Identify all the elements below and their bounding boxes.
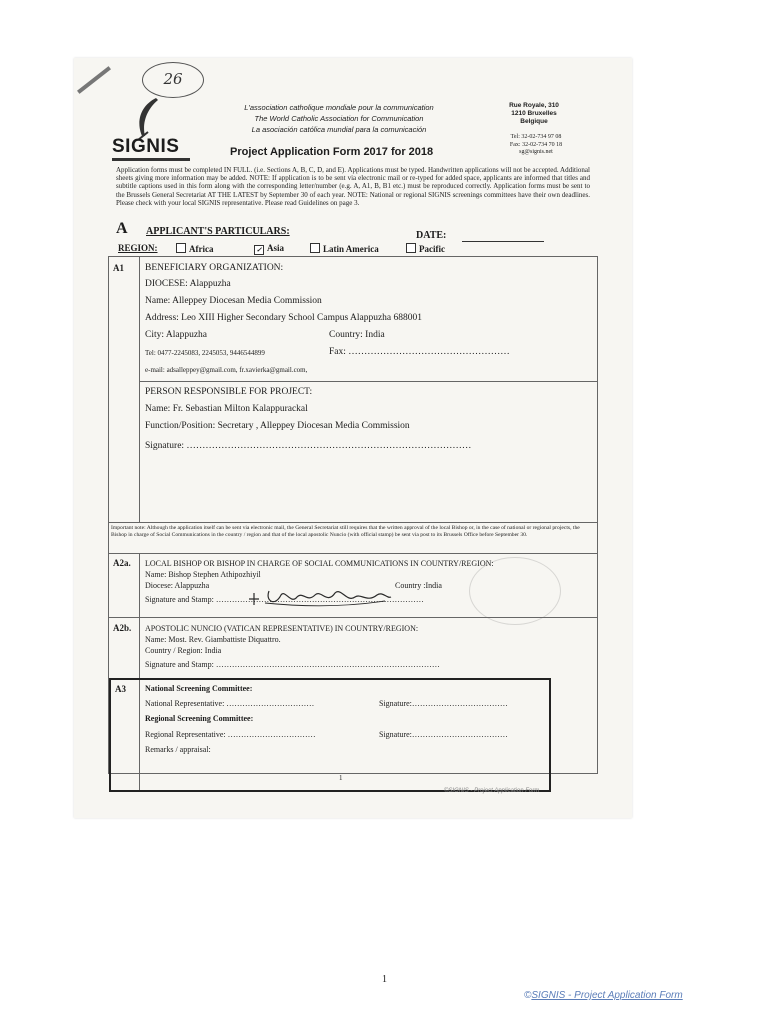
a1-function: Function/Position: Secretary , Alleppey Diocesan Media Commission — [145, 421, 410, 431]
a1-address: Address: Leo XIII Higher Secondary School Campus Alappuzha 688001 — [145, 313, 423, 323]
handwritten-signature — [245, 587, 393, 609]
a1-fax: Fax: …………………………………………… — [329, 347, 510, 357]
column-divider — [139, 680, 140, 790]
a1-email: e-mail: adsalleppey@gmail.com, fr.xavierka@gmail.com, — [145, 366, 308, 374]
section-letter: A — [116, 220, 128, 237]
signis-logo — [112, 96, 192, 160]
date-label: DATE: — [416, 230, 447, 241]
a3-national-heading: National Screening Committee: — [145, 684, 253, 693]
a2a-heading: LOCAL BISHOP OR BISHOP IN CHARGE OF SOCIAL COMMUNICATIONS IN COUNTRY/REGION: — [145, 559, 494, 568]
contact-fax: Fax: 32-02-734 70 18 — [509, 141, 563, 148]
a1-signature: Signature: ……………………………………………………………………………… — [145, 441, 472, 451]
logo-bar — [112, 158, 190, 161]
address-block — [484, 102, 584, 126]
a3-regional-heading: Regional Screening Committee: — [145, 714, 254, 723]
org-names — [224, 102, 454, 135]
a1-person-heading: PERSON RESPONSIBLE FOR PROJECT: — [145, 387, 313, 397]
a2a-signature: Signature and Stamp: …………………………………………………………………… — [145, 595, 424, 604]
contact-email: sg@signis.net — [519, 149, 553, 155]
a2a-name: Name: Bishop Stephen Athipozhiyil — [145, 570, 261, 579]
a2b-signature: Signature and Stamp: ………………………………………………………………………… — [145, 660, 440, 669]
a3-box — [109, 678, 551, 792]
a1-country: Country: India — [329, 330, 385, 340]
label-a3: A3 — [115, 684, 126, 694]
label-a2b: A2b. — [113, 623, 132, 633]
address-line: Belgique — [520, 118, 548, 125]
region-africa: Africa — [176, 243, 214, 254]
a1-heading: BENEFICIARY ORGANIZATION: — [145, 263, 284, 273]
page-number: 1 — [382, 974, 387, 985]
org-name-en: The World Catholic Association for Communication — [254, 114, 424, 123]
copyright-symbol: © — [524, 990, 532, 1001]
a2a-country: Country :India — [395, 581, 442, 590]
a1-tel: Tel: 0477-2245083, 2245053, 9446544899 — [145, 349, 265, 357]
date-line — [462, 241, 544, 242]
address-line: 1210 Bruxelles — [511, 110, 557, 117]
a3-national-signature: Signature:……………………………… — [379, 699, 508, 708]
section-title: APPLICANT'S PARTICULARS: — [146, 226, 290, 237]
intro-instructions: Application forms must be completed IN FULL. (i.e. Sections A, B, C, D, and E). Applications must be typed. Handwritten applications will not be accepted. Additional sheets giving more information may be added. NOTE: If application is to be sent via electronic mail or re-typed for added space, applicants are informed that titles and subtitle captions used in this form along with the corresponding letter/number (e.g. A, A1, B, B1 etc.) must be reproduced correctly. Application forms must be sent to the Brussels General Secretariat AT THE LATEST by September 30 of each year. NOTE: National or regional SIGNIS screenings committees have their own deadlines. Please check with your local SIGNIS representative. Please read Guidelines on page 3. — [116, 166, 590, 207]
a2b-heading: APOSTOLIC NUNCIO (VATICAN REPRESENTATIVE) IN COUNTRY/REGION: — [145, 624, 419, 633]
org-name-fr: L'association catholique mondiale pour la communication — [244, 103, 434, 112]
org-name-es: La asociación católica mundial para la comunicación — [251, 125, 427, 134]
column-divider — [139, 257, 140, 522]
a3-remarks: Remarks / appraisal: — [145, 745, 211, 754]
contact-tel: Tel: 32-02-734 97 08 — [510, 134, 562, 140]
region-label: REGION: — [118, 243, 158, 253]
row-divider — [109, 522, 597, 523]
checkbox-asia-checked: ✓ — [254, 245, 264, 255]
a3-regional-rep: Regional Representative: …………………………… — [145, 730, 316, 739]
checkbox-pacific — [406, 243, 416, 253]
page-footer — [524, 990, 683, 1001]
a2b-country: Country / Region: India — [145, 646, 222, 655]
region-pacific: Pacific — [406, 243, 445, 254]
region-latin-america: Latin America — [310, 243, 379, 254]
scanned-page — [74, 58, 632, 818]
row-divider — [109, 553, 597, 554]
a3-national-rep: National Representative: …………………………… — [145, 699, 315, 708]
a1-person-name: Name: Fr. Sebastian Milton Kalappurackal — [145, 404, 308, 414]
address-line: Rue Royale, 310 — [509, 102, 559, 109]
row-divider — [139, 381, 597, 382]
important-note: Important note: Although the application itself can be sent via electronic mail, the General Secretariat still requires that the written approval of the local Bishop or, in the case of national or regional projects, the Bishop in charge of Social Communications in the country / region and that of the local apostolic Nuncio (with official stamp) be sent via post to its Brussels Office before September 30. — [111, 525, 580, 538]
checkbox-latin-america — [310, 243, 320, 253]
form-title: Project Application Form 2017 for 2018 — [230, 146, 434, 158]
scan-page-number: 1 — [339, 774, 343, 782]
a1-city: City: Alappuzha — [145, 330, 208, 340]
label-a1: A1 — [113, 263, 124, 273]
a3-regional-signature: Signature:……………………………… — [379, 730, 508, 739]
pen-mark — [77, 66, 111, 94]
form-table — [108, 256, 598, 774]
logo-text: SIGNIS — [112, 136, 180, 157]
faint-seal-stamp — [469, 557, 561, 625]
row-divider — [109, 617, 597, 618]
handwritten-number: 26 — [142, 62, 204, 98]
contact-block — [486, 134, 586, 157]
checkbox-africa — [176, 243, 186, 253]
region-row — [114, 243, 594, 257]
a1-name: Name: Alleppey Diocesan Media Commission — [145, 296, 322, 306]
a2b-name: Name: Most. Rev. Giambattiste Diquattro. — [145, 635, 281, 644]
a2a-diocese: Diocese: Alappuzha — [145, 581, 210, 590]
footer-text: SIGNIS - Project Application Form — [531, 990, 683, 1001]
label-a2a: A2a. — [113, 558, 131, 568]
region-asia: ✓ Asia — [254, 243, 284, 255]
a1-diocese: DIOCESE: Alappuzha — [145, 279, 231, 289]
scan-footer: ©SIGNIS - Project Application Form — [444, 788, 540, 794]
